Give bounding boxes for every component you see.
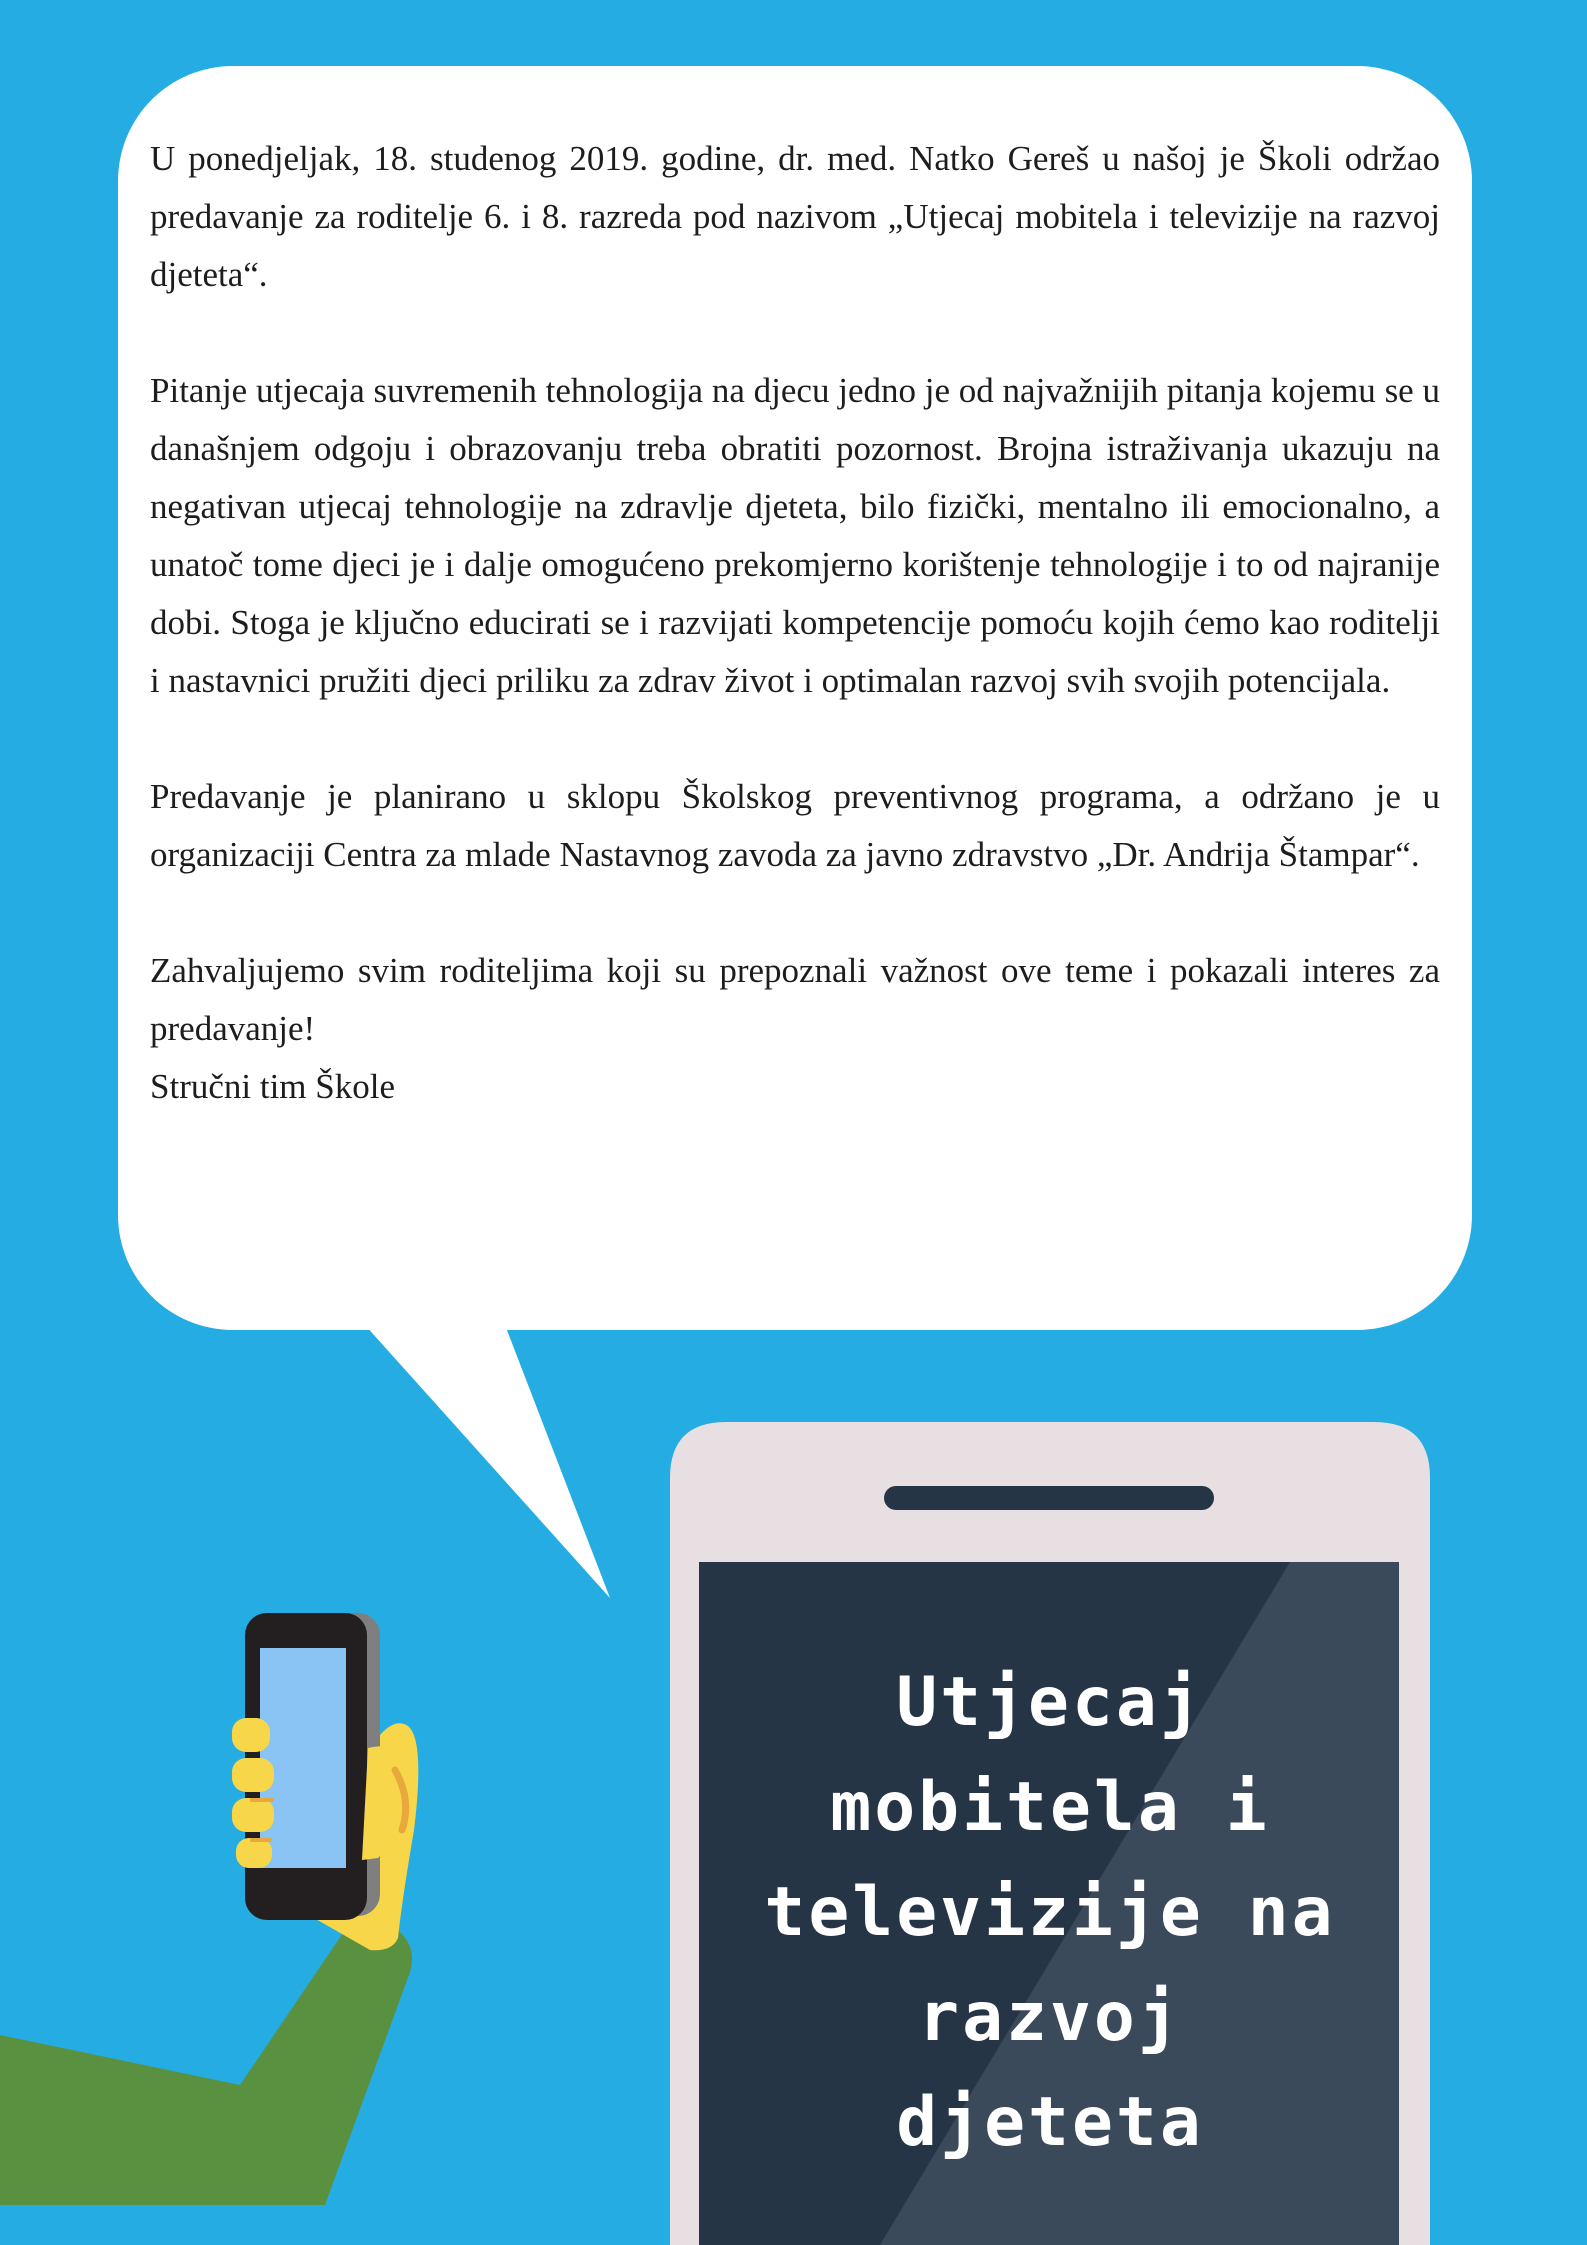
paragraph-intro: U ponedjeljak, 18. studenog 2019. godine, dr. med. Natko Gereš u našoj je Školi održao predavanje za roditelje 6. i 8. razreda pod nazivom „Utjecaj mobitela i televizije na razvoj djeteta“.: [150, 139, 1440, 294]
paragraph-program: Predavanje je planirano u sklopu Školskog preventivnog programa, a održano je u organizaciji Centra za mlade Nastavnog zavoda za javno zdravstvo „Dr. Andrija Štampar“.: [150, 777, 1440, 874]
screen-title-line: mobitela i: [830, 1768, 1270, 1847]
signature: Stručni tim Škole: [150, 1067, 395, 1106]
paragraph-technology: Pitanje utjecaja suvremenih tehnologija na djecu jedno je od najvažnijih pitanja kojemu se u današnjem odgoju i obrazovanju treba obratiti pozornost. Brojna istraživanja ukazuju na negativan utjecaj tehnologije na zdravlje djeteta, bilo fizički, mentalno ili emocionalno, a unatoč tome djeci je i dalje omogućeno prekomjerno korištenje tehnologije i to od najranije dobi. Stoga je ključno educirati se i razvijati kompetencije pomoću kojih ćemo kao roditelji i nastavnici pružiti djeci priliku za zdrav život i optimalan razvoj svih svojih potencijala.: [150, 371, 1440, 700]
screen-title: [700, 1650, 1400, 2175]
article-text: [150, 130, 1440, 1174]
screen-title-line: televizije na: [764, 1873, 1336, 1952]
paragraph-thanks: Zahvaljujemo svim roditeljima koji su prepoznali važnost ove teme i pokazali interes za predavanje!: [150, 951, 1440, 1048]
screen-title-line: Utjecaj: [896, 1663, 1204, 1742]
screen-title-line: djeteta: [896, 2083, 1204, 2162]
screen-title-line: razvoj: [918, 1978, 1182, 2057]
hand-holding-phone-icon: [0, 1613, 418, 2205]
